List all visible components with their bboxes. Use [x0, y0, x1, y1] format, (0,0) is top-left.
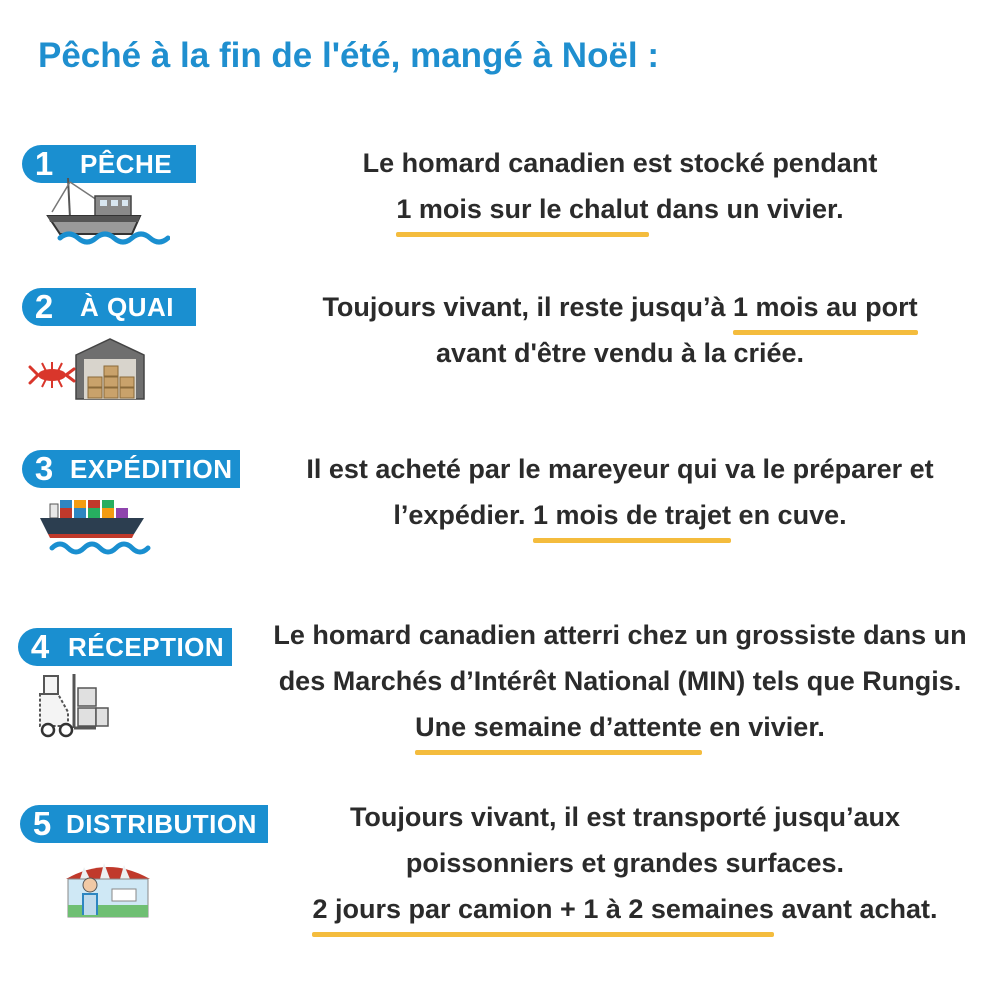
step-number: 5 — [32, 805, 52, 842]
desc-line: Le homard canadien atterri chez un grossiste dans un — [273, 620, 967, 650]
step-description — [300, 794, 950, 932]
step-badge — [22, 288, 196, 326]
desc-line — [300, 186, 940, 232]
highlighted-duration: Une semaine d’attente — [415, 704, 702, 750]
desc-line: des Marchés d’Intérêt National (MIN) tels que Rungis. — [278, 666, 962, 696]
highlighted-duration: 1 mois au port — [733, 284, 918, 330]
desc-text: l’expédier. — [393, 500, 533, 530]
desc-line — [300, 886, 950, 932]
desc-line — [262, 704, 978, 750]
desc-line — [300, 284, 940, 330]
step-badge — [18, 628, 232, 666]
desc-text: en vivier. — [701, 712, 825, 742]
step-description — [300, 140, 940, 232]
step-label: EXPÉDITION — [70, 453, 233, 484]
highlighted-duration: 1 mois sur le chalut — [396, 186, 648, 232]
step-number: 1 — [34, 145, 54, 182]
highlighted-duration: 1 mois de trajet — [533, 492, 731, 538]
desc-line: avant d'être vendu à la criée. — [435, 338, 805, 368]
desc-text: avant achat. — [773, 894, 938, 924]
step-label: DISTRIBUTION — [66, 808, 257, 839]
cargo-ship-icon — [36, 494, 166, 559]
desc-line: poissonniers et grandes surfaces. — [405, 848, 845, 878]
step-number: 2 — [34, 288, 54, 325]
desc-line: Il est acheté par le mareyeur qui va le préparer et — [306, 454, 934, 484]
desc-line: Le homard canadien est stocké pendant — [362, 148, 878, 178]
step-number: 4 — [30, 628, 50, 665]
step-label: RÉCEPTION — [68, 631, 225, 662]
step-description — [285, 446, 955, 538]
desc-text: dans un vivier. — [648, 194, 844, 224]
step-description — [300, 284, 940, 376]
step-description — [262, 612, 978, 750]
fishmonger-shop-icon — [60, 855, 156, 923]
step-number: 3 — [34, 450, 54, 487]
step-label: À QUAI — [80, 291, 174, 322]
forklift-icon — [34, 668, 114, 740]
step-label: PÊCHE — [80, 148, 173, 179]
desc-line: Toujours vivant, il est transporté jusqu’aux — [349, 802, 901, 832]
step-badge — [20, 805, 268, 843]
desc-text: Toujours vivant, il reste jusqu’à — [322, 292, 734, 322]
step-badge — [22, 450, 240, 488]
fishing-boat-icon — [40, 172, 170, 252]
lobster-warehouse-icon — [28, 335, 148, 405]
highlighted-duration: 2 jours par camion + 1 à 2 semaines — [312, 886, 773, 932]
desc-line — [285, 492, 955, 538]
page-title: Pêché à la fin de l'été, mangé à Noël : — [38, 36, 660, 75]
desc-text: en cuve. — [731, 500, 847, 530]
